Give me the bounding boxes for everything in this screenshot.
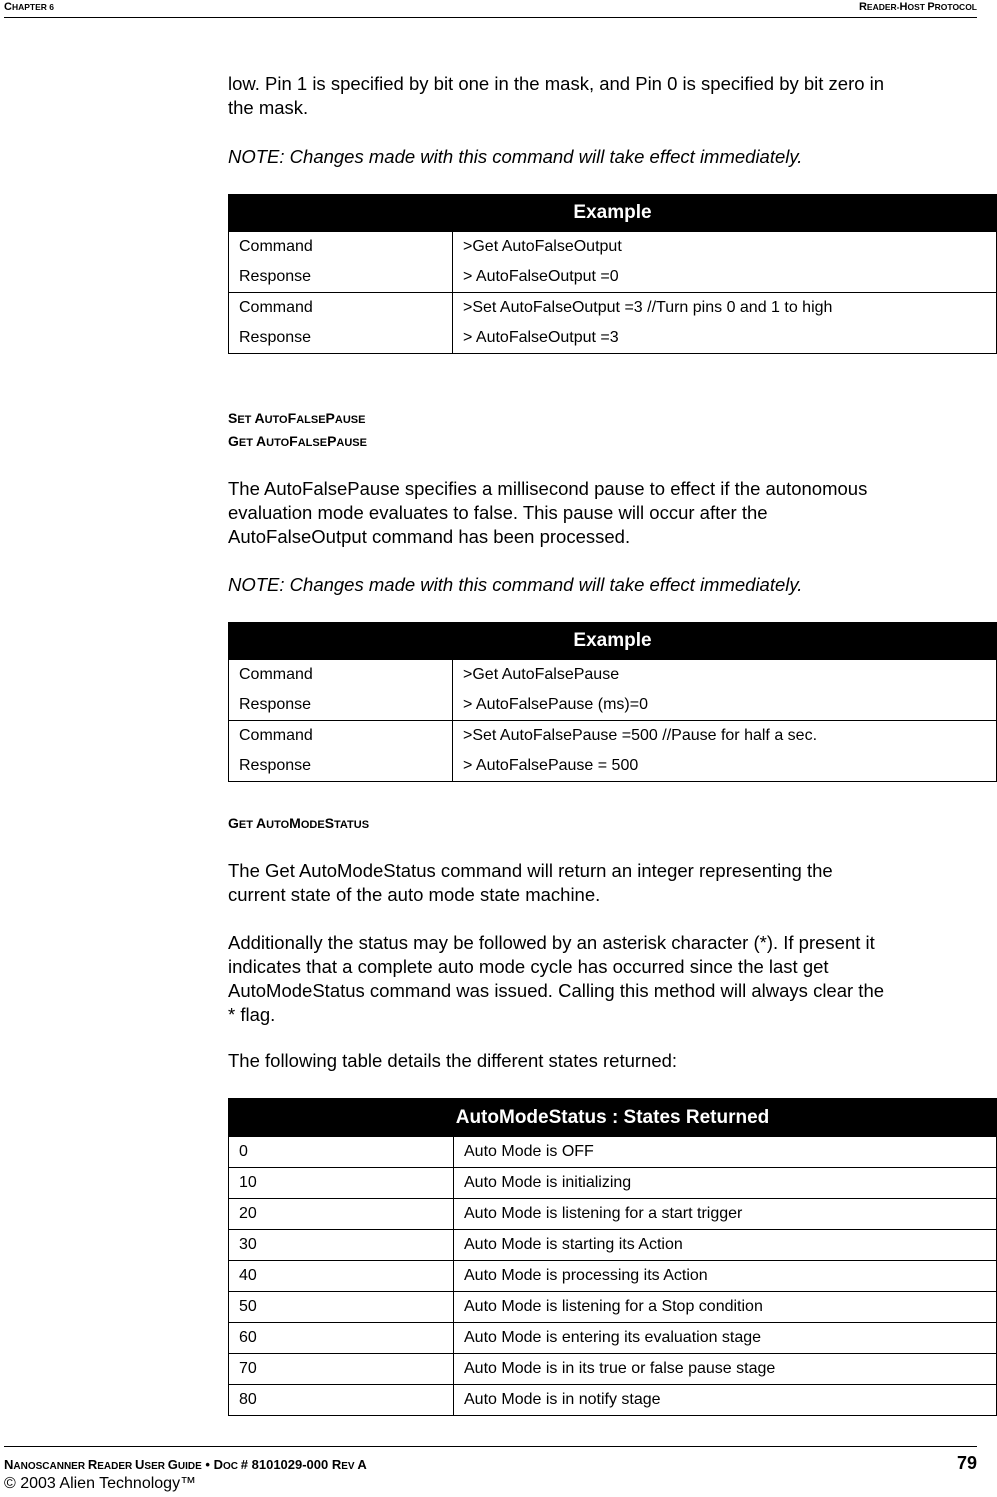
table-row: Response > AutoFalsePause = 500: [229, 751, 997, 782]
autofalsepause-note: NOTE: Changes made with this command will take effect immediately.: [228, 574, 803, 595]
table-row: 50 Auto Mode is listening for a Stop condition: [229, 1292, 997, 1323]
table-row: Command >Get AutoFalseOutput: [229, 232, 997, 263]
heading-set-autofalsepause: SET AUTOFALSEPAUSE: [228, 410, 366, 426]
intro-note: NOTE: Changes made with this command will take effect immediately.: [228, 146, 803, 167]
chapter-label: CHAPTER 6: [4, 1, 54, 13]
table-title: Example: [229, 195, 997, 232]
table-title: Example: [229, 623, 997, 660]
section-title: READER-HOST PROTOCOL: [858, 1, 977, 13]
table-row: Command >Set AutoFalseOutput =3 //Turn pins 0 and 1 to high: [229, 293, 997, 324]
states-table: [228, 1098, 997, 1416]
table-row: 70 Auto Mode is in its true or false pause stage: [229, 1354, 997, 1385]
intro-line: low. Pin 1 is specified by bit one in the mask, and Pin 0 is specified by bit zero in: [228, 73, 885, 94]
document-title: NANOSCANNER READER USER GUIDE • DOC # 8101029-000 REV A: [4, 1457, 367, 1472]
example-table-autofalseoutput: [228, 194, 997, 354]
bullet-icon: •: [205, 1457, 210, 1472]
table-row: Command >Set AutoFalsePause =500 //Pause for half a sec.: [229, 721, 997, 752]
table-row: 60 Auto Mode is entering its evaluation stage: [229, 1323, 997, 1354]
page-header: [4, 0, 977, 18]
states-intro: The following table details the different states returned:: [228, 1050, 678, 1071]
intro-line: the mask.: [228, 97, 309, 118]
heading-get-autofalsepause: GET AUTOFALSEPAUSE: [228, 433, 367, 449]
table-row: Response > AutoFalseOutput =3: [229, 323, 997, 354]
table-row: 80 Auto Mode is in notify stage: [229, 1385, 997, 1416]
table-row: Command >Get AutoFalsePause: [229, 660, 997, 691]
table-row: 10 Auto Mode is initializing: [229, 1168, 997, 1199]
table-row: Response > AutoFalseOutput =0: [229, 262, 997, 293]
heading-get-automodestatus: GET AUTOMODESTATUS: [228, 815, 370, 831]
table-title: AutoModeStatus : States Returned: [229, 1099, 997, 1137]
example-table-autofalsepause: [228, 622, 997, 782]
page-number: 79: [956, 1453, 977, 1473]
table-row: 0 Auto Mode is OFF: [229, 1137, 997, 1168]
table-row: 40 Auto Mode is processing its Action: [229, 1261, 997, 1292]
automodestatus-description: The Get AutoModeStatus command will return an integer representing the current state of the auto mode state machine.: [228, 860, 833, 905]
table-row: Response > AutoFalsePause (ms)=0: [229, 690, 997, 721]
page-footer: [4, 1446, 977, 1497]
table-row: 30 Auto Mode is starting its Action: [229, 1230, 997, 1261]
automodestatus-asterisk-paragraph: Additionally the status may be followed by an asterisk character (*). If present it indicates that a complete auto mode cycle has occurred since the last get AutoModeStatus command was issued. Calling this method will always clear the * flag.: [228, 932, 885, 1025]
copyright: © 2003 Alien Technology™: [4, 1475, 197, 1492]
intro-paragraph: [228, 72, 970, 120]
autofalsepause-description: The AutoFalsePause specifies a millisecond pause to effect if the autonomous evaluation mode evaluates to false. This pause will occur after the AutoFalseOutput command has been processed.: [228, 478, 868, 547]
table-row: 20 Auto Mode is listening for a start trigger: [229, 1199, 997, 1230]
